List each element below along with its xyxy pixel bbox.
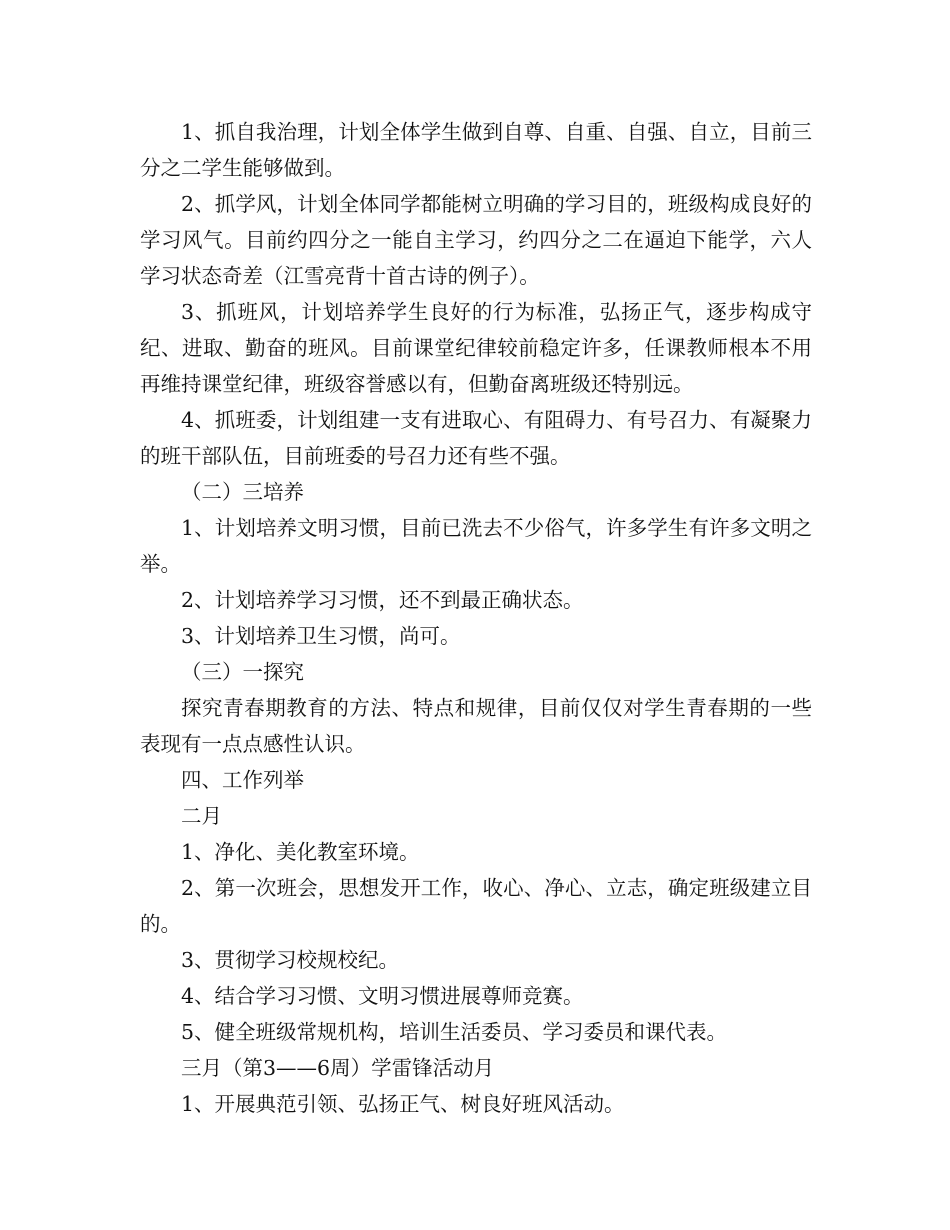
list-item-feb-3: 3、贯彻学习校规校纪。 <box>181 948 400 972</box>
paragraph-study-habits: 2、计划培养学习习惯，还不到最正确状态。 <box>181 588 584 612</box>
paragraph-self-management: 1、抓自我治理，计划全体学生做到自尊、自重、自强、自立，目前三分之二学生能够做到。 <box>140 120 812 180</box>
list-item-mar-1: 1、开展典范引领、弘扬正气、树良好班风活动。 <box>181 1092 625 1116</box>
paragraph-study-style: 2、抓学风，计划全体同学都能树立明确的学习目的，班级构成良好的学习风气。目前约四分之一能自主学习，约四分之二在逼迫下能学，六人学习状态奇差（江雪亮背十首古诗的例子）。 <box>140 192 812 288</box>
section-heading-one-exploration: （三）一探究 <box>181 660 304 684</box>
list-item-feb-2: 2、第一次班会，思想发开工作，收心、净心、立志，确定班级建立目的。 <box>140 876 812 936</box>
list-item-feb-1: 1、净化、美化教室环境。 <box>181 840 420 864</box>
list-item-feb-5: 5、健全班级常规机构，培训生活委员、学习委员和课代表。 <box>181 1020 728 1044</box>
paragraph-civilized-habits: 1、计划培养文明习惯，目前已洗去不少俗气，许多学生有许多文明之举。 <box>140 516 812 576</box>
month-heading-february: 二月 <box>181 804 222 828</box>
paragraph-class-style: 3、抓班风，计划培养学生良好的行为标准，弘扬正气，逐步构成守纪、进取、勤奋的班风。目前课堂纪律较前稳定许多，任课教师根本不用再维持课堂纪律，班级容誉感以有，但勤奋离班级还特别远。 <box>140 300 812 396</box>
paragraph-class-committee: 4、抓班委，计划组建一支有进取心、有阻碍力、有号召力、有凝聚力的班干部队伍，目前班委的号召力还有些不强。 <box>140 408 812 468</box>
list-item-feb-4: 4、结合学习习惯、文明习惯进展尊师竞赛。 <box>181 984 584 1008</box>
section-heading-three-cultivations: （二）三培养 <box>181 480 304 504</box>
paragraph-hygiene-habits: 3、计划培养卫生习惯，尚可。 <box>181 624 461 648</box>
paragraph-adolescence-education: 探究青春期教育的方法、特点和规律，目前仅仅对学生青春期的一些表现有一点点感性认识。 <box>140 696 812 756</box>
month-heading-march: 三月（第3——6周）学雷锋活动月 <box>181 1056 495 1080</box>
document-body <box>140 114 812 1122</box>
section-heading-work-list: 四、工作列举 <box>181 768 304 792</box>
